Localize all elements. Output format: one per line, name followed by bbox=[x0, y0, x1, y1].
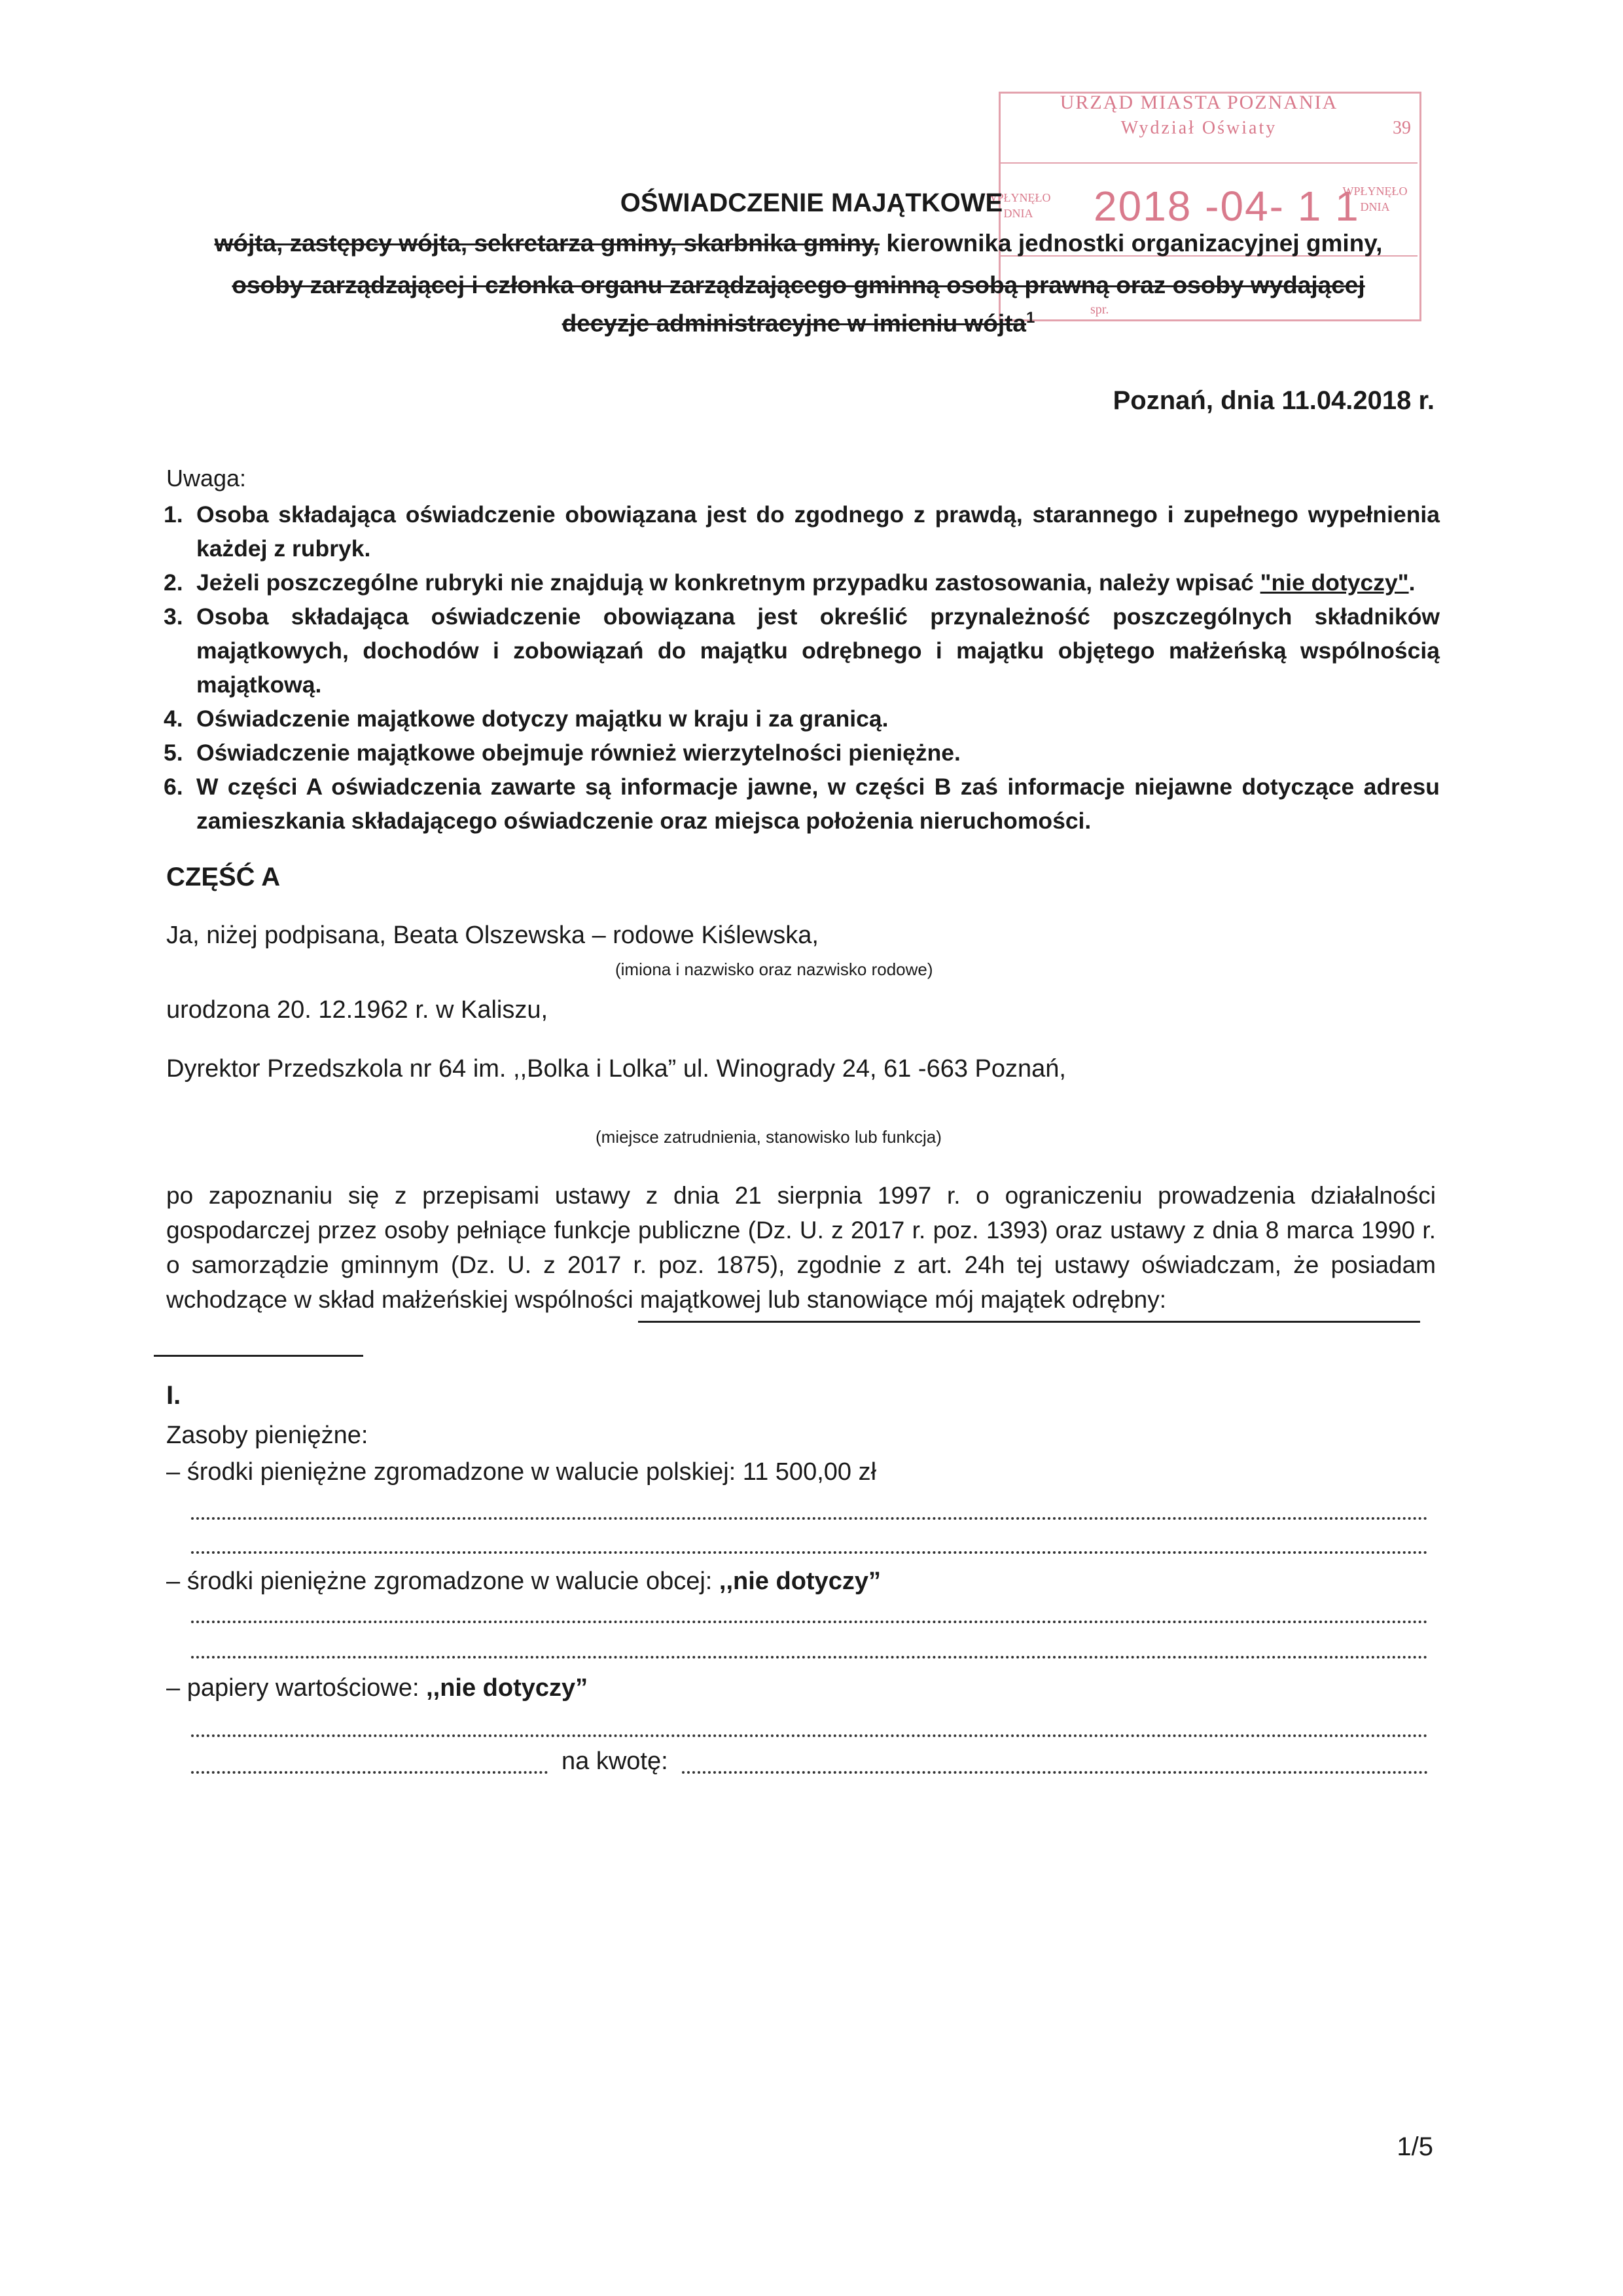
declarant-caption: (imiona i nazwisko oraz nazwisko rodowe) bbox=[615, 960, 933, 979]
securities-label: – papiery wartościowe: bbox=[166, 1674, 427, 1702]
note-item bbox=[164, 736, 1440, 770]
note-item bbox=[164, 702, 1440, 736]
note-number: 1. bbox=[164, 501, 183, 528]
stamp-received-right: WPŁYNĘŁO DNIA bbox=[1342, 185, 1408, 213]
declarant-line: Ja, niżej podpisana, Beata Olszewska – rodowe Kiślewska, bbox=[166, 922, 819, 949]
subtitle-struck-text: decyzje administracyjne w imieniu wójta bbox=[562, 310, 1027, 337]
note-text: Osoba składająca oświadczenie obowiązana jest do zgodnego z prawdą, starannego i zupełnego wypełnienia każdej z rubryk. bbox=[196, 501, 1440, 562]
subtitle-kept-text: kierownika jednostki organizacyjnej gminy, bbox=[880, 230, 1383, 257]
stamp-office-name: URZĄD MIASTA POZNANIA bbox=[1060, 92, 1338, 113]
foreign-funds-value: ,,nie dotyczy” bbox=[719, 1568, 881, 1595]
note-text: Jeżeli poszczególne rubryki nie znajdują w konkretnym przypadku zastosowania, należy wpisać bbox=[196, 569, 1260, 596]
subtitle-struck-text: wójta, zastępcy wójta, sekretarza gminy, skarbnika gminy, bbox=[214, 230, 880, 257]
note-text: W części A oświadczenia zawarte są informacje jawne, w części B zaś informacje niejawne dotyczące adresu zamieszkania składającego oświadczenie oraz miejsca położenia nieruchomości. bbox=[196, 774, 1440, 834]
note-item bbox=[164, 770, 1440, 838]
stamp-code: 39 bbox=[1393, 118, 1411, 138]
cash-label: Zasoby pieniężne: bbox=[166, 1422, 368, 1449]
page-number: 1/5 bbox=[1397, 2132, 1433, 2161]
securities-value: ,,nie dotyczy” bbox=[426, 1674, 588, 1702]
footnote-marker: 1 bbox=[1026, 309, 1035, 327]
note-item bbox=[164, 600, 1440, 702]
note-text: Osoba składająca oświadczenie obowiązana jest określić przynależność poszczególnych składników majątkowych, dochodów i zobowiązań do majątku odrębnego i majątku objętego małżeńską wspólnością majątkową. bbox=[196, 603, 1440, 698]
section-1-heading: I. bbox=[166, 1381, 181, 1410]
birth-line: urodzona 20. 12.1962 r. w Kaliszu, bbox=[166, 996, 548, 1024]
securities-line bbox=[166, 1674, 588, 1702]
note-text: Oświadczenie majątkowe obejmuje również wierzytelności pieniężne. bbox=[196, 740, 961, 766]
notes-heading: Uwaga: bbox=[166, 465, 247, 492]
pln-funds-line: – środki pieniężne zgromadzone w walucie polskiej: 11 500,00 zł bbox=[166, 1458, 877, 1486]
note-text: Oświadczenie majątkowe dotyczy majątku w kraju i za granicą. bbox=[196, 706, 889, 732]
place-and-date: Poznań, dnia 11.04.2018 r. bbox=[1113, 386, 1435, 415]
foreign-funds-label: – środki pieniężne zgromadzone w walucie obcej: bbox=[166, 1568, 719, 1595]
stamp-department: Wydział Oświaty bbox=[1120, 118, 1277, 138]
handwritten-underline bbox=[638, 1321, 1420, 1323]
subtitle-line-3 bbox=[164, 301, 1433, 340]
stamp-divider bbox=[999, 162, 1418, 164]
stamp-date: 2018 -04- 1 1 bbox=[1094, 183, 1360, 230]
note-number: 4. bbox=[164, 706, 183, 732]
dotted-line bbox=[191, 1734, 1428, 1737]
notes-list bbox=[164, 497, 1440, 838]
dotted-line bbox=[682, 1771, 1428, 1774]
part-a-heading: CZĘŚĆ A bbox=[166, 863, 281, 891]
subtitle-line-1 bbox=[164, 226, 1433, 260]
note-item bbox=[164, 497, 1440, 565]
subtitle-line-2: osoby zarządzającej i członka organu zarządzającego gminną osobą prawną oraz osoby wydającej bbox=[232, 272, 1365, 298]
note-number: 6. bbox=[164, 774, 183, 800]
stamp-received-left: WPŁYNĘŁO DNIA bbox=[986, 191, 1051, 220]
employment-caption: (miejsce zatrudnienia, stanowisko lub funkcja) bbox=[596, 1127, 942, 1147]
dotted-line bbox=[191, 1517, 1428, 1520]
handwritten-underline bbox=[154, 1355, 363, 1357]
dotted-line bbox=[191, 1771, 548, 1774]
note-number: 5. bbox=[164, 740, 183, 766]
stamp-reference: spr. bbox=[1090, 302, 1109, 317]
note-number: 3. bbox=[164, 603, 183, 630]
employment-line: Dyrektor Przedszkola nr 64 im. ,,Bolka i Lolka” ul. Winogrady 24, 61 -663 Poznań, bbox=[166, 1055, 1066, 1083]
note-underlined-text: "nie dotyczy" bbox=[1260, 569, 1409, 596]
note-item bbox=[164, 565, 1440, 600]
dotted-line bbox=[191, 1656, 1428, 1659]
amount-label: na kwotę: bbox=[562, 1748, 668, 1775]
note-text-end: . bbox=[1408, 569, 1416, 596]
dotted-line bbox=[191, 1551, 1428, 1554]
document-title: OŚWIADCZENIE MAJĄTKOWE bbox=[620, 188, 1003, 217]
declaration-paragraph: po zapoznaniu się z przepisami ustawy z dnia 21 sierpnia 1997 r. o ograniczeniu prowadzenia działalności gospodarczej przez osoby pełniące funkcje publiczne (Dz. U. z 2017 r. poz. 1393) oraz ustawy z dnia 8 marca 1990 r. o samorządzie gminnym (Dz. U. z 2017 r. poz. 1875), zgodnie z art. 24h tej ustawy oświadczam, że posiadam wchodzące w skład małżeńskiej wspólności majątkowej lub stanowiące mój majątek odrębny: bbox=[166, 1182, 1436, 1313]
dotted-line bbox=[191, 1621, 1428, 1623]
foreign-funds-line bbox=[166, 1568, 881, 1596]
note-number: 2. bbox=[164, 569, 183, 596]
